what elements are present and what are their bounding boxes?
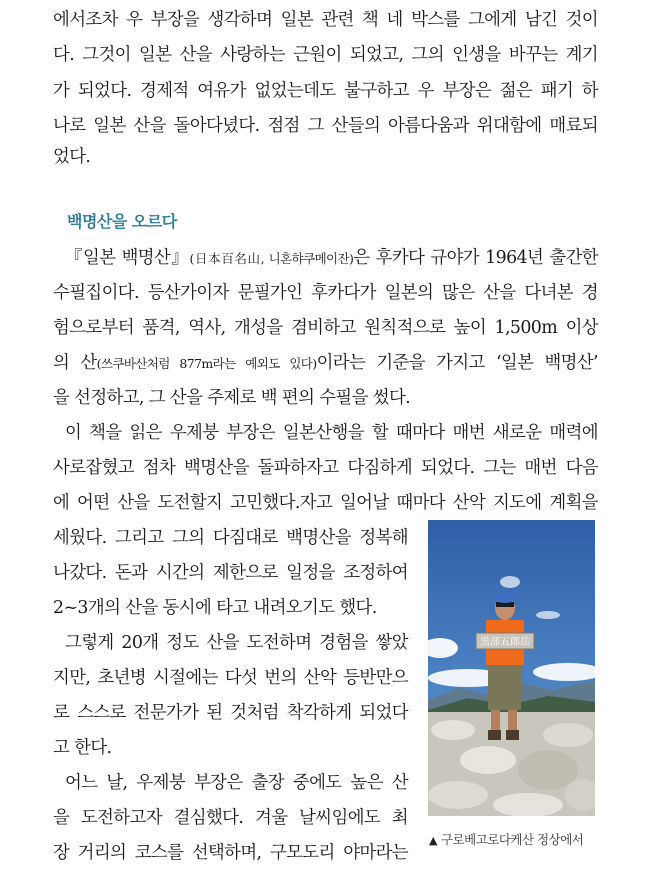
paragraph-line: 세웠다. 그리고 그의 다짐대로 백명산을 정복해 — [53, 528, 408, 548]
paragraph-line: 다. 그것이 일본 산을 사랑하는 근원이 되었고, 그의 인생을 바꾸는 계기 — [53, 45, 598, 65]
paragraph-line: 었다. — [53, 147, 91, 167]
book-title: 『일본 백명산』 — [65, 248, 190, 268]
paragraph-line: 고 한다. — [53, 738, 112, 758]
paragraph-line: 지만, 초년병 시절에는 다섯 번의 산악 등반만으 — [53, 668, 408, 688]
paragraph-line: 의 산(쓰쿠바산처럼 877m라는 예외도 있다)이라는 기준을 가지고 ‘일본 백명산’ — [53, 353, 598, 373]
triangle-marker-icon: ▲ — [429, 834, 437, 847]
paragraph-line: 사로잡혔고 점차 백명산을 돌파하자고 다짐하게 되었다. 그는 매번 다음 — [53, 458, 598, 478]
paragraph-line: 그렇게 20개 정도 산을 도전하며 경험을 쌓았 — [65, 633, 408, 653]
paragraph-line: 을 선정하고, 그 산을 주제로 백 편의 수필을 썼다. — [53, 388, 411, 408]
section-heading: 백명산을 오르다 — [67, 212, 177, 231]
caption-text: 구로베고로다케산 정상에서 — [440, 832, 584, 847]
svg-text:黒部五郎岳: 黒部五郎岳 — [480, 637, 530, 648]
photo-caption — [429, 830, 583, 848]
hiker-summit-illustration — [428, 520, 595, 816]
paragraph-line: 나갔다. 돈과 시간의 제한으로 일정을 조정하여 — [53, 563, 408, 583]
paragraph-line: 험으로부터 품격, 역사, 개성을 겸비하고 원칙적으로 높이 1,500m 이상 — [53, 318, 598, 338]
paragraph-line: 수필집이다. 등산가이자 문필가인 후카다가 일본의 많은 산을 다녀본 경 — [53, 283, 598, 303]
note-annotation: (쓰쿠바산처럼 877m라는 예외도 있다) — [96, 356, 317, 371]
paragraph-line: 장 거리의 코스를 선택하며, 구모도리 야마라는 — [53, 843, 408, 863]
paragraph-line: 이 책을 읽은 우제붕 부장은 일본산행을 할 때마다 매번 새로운 매력에 — [65, 423, 598, 443]
paragraph-line: 『일본 백명산』(日本百名山, 니혼햐쿠메이잔)은 후카다 규야가 1964년 출간한 — [65, 248, 598, 268]
summit-photo — [428, 520, 595, 816]
paragraph-line: 2~3개의 산을 동시에 타고 내려오기도 했다. — [53, 598, 377, 618]
paragraph-line: 을 도전하고자 결심했다. 겨울 날씨임에도 최 — [53, 808, 408, 828]
book-title-annotation: (日本百名山, 니혼햐쿠메이잔) — [189, 251, 354, 266]
paragraph-line: 에서조차 우 부장을 생각하며 일본 관련 책 네 박스를 그에게 남긴 것이 — [53, 10, 598, 30]
paragraph-line: 에 어떤 산을 도전할지 고민했다.자고 일어날 때마다 산악 지도에 계획을 — [53, 493, 598, 513]
paragraph-line: 나로 일본 산을 돌아다녔다. 점점 그 산들의 아름다움과 위대함에 매료되 — [53, 116, 598, 136]
paragraph-line: 로 스스로 전문가가 된 것처럼 착각하게 되었다 — [53, 703, 408, 723]
paragraph-line: 어느 날, 우제붕 부장은 출장 중에도 높은 산 — [65, 773, 408, 793]
paragraph-line: 가 되었다. 경제적 여유가 없었는데도 불구하고 우 부장은 젊은 패기 하 — [53, 81, 598, 101]
